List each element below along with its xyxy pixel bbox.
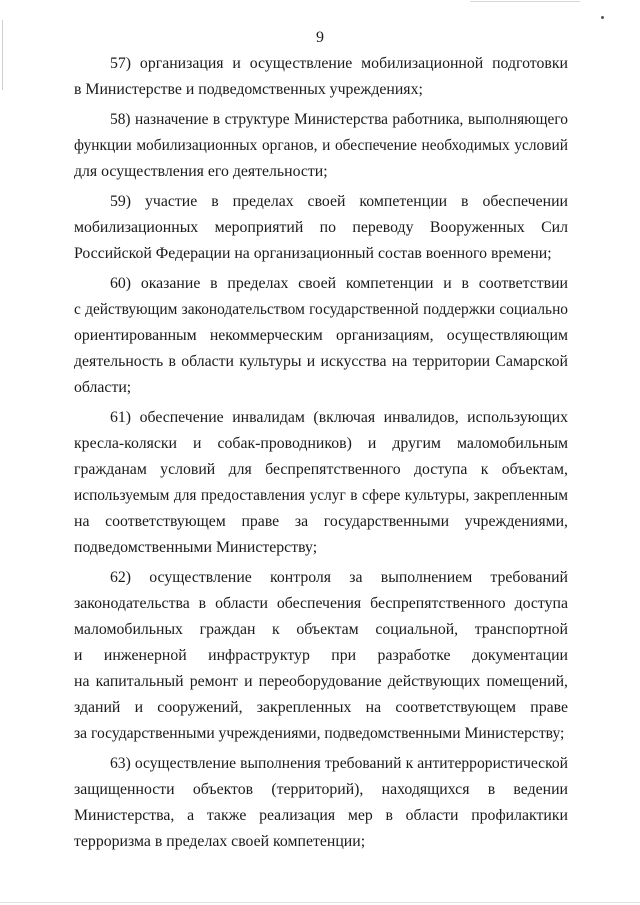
text-line: деятельность в области культуры и искусства на территории Самарской — [74, 353, 568, 370]
list-item — [74, 107, 568, 185]
text-line: в Министерстве и подведомственных учреждениях; — [74, 81, 423, 98]
text-line: 59) участие в пределах своей компетенции в обеспечении — [110, 193, 568, 210]
list-item — [74, 189, 568, 267]
text-line: маломобильных граждан к объектам социальной, транспортной — [74, 621, 568, 638]
text-line: законодательства в области обеспечения беспрепятственного доступа — [74, 595, 568, 612]
text-line: 60) оказание в пределах своей компетенции и в соответствии — [110, 275, 568, 292]
text-line: и инженерной инфраструктур при разработке документации — [74, 647, 568, 664]
text-line: используемым для предоставления услуг в сфере культуры, закрепленным — [74, 487, 568, 504]
scan-edge-bottom — [0, 902, 640, 903]
text-line: 57) организация и осуществление мобилизационной подготовки — [110, 55, 568, 72]
text-line: за государственными учреждениями, подведомственными Министерству; — [74, 725, 565, 742]
list-item — [74, 405, 568, 561]
text-line: на соответствующем праве за государственными учреждениями, — [74, 513, 568, 530]
list-item — [74, 565, 568, 747]
text-line: 62) осуществление контроля за выполнением требований — [110, 569, 568, 586]
text-line: терроризма в пределах своей компетенции; — [74, 833, 366, 850]
list-item — [74, 51, 568, 103]
list-item — [74, 271, 568, 401]
text-line: 58) назначение в структуре Министерства работника, выполняющего — [110, 111, 568, 128]
text-line: с действующим законодательством государственной поддержки социально — [74, 301, 568, 318]
text-line: зданий и сооружений, закрепленных на соответствующем праве — [74, 699, 568, 716]
text-line: мобилизационных мероприятий по переводу Вооруженных Сил — [74, 219, 568, 236]
text-line: подведомственными Министерству; — [74, 539, 318, 556]
text-line: Российской Федерации на организационный состав военного времени; — [74, 245, 552, 262]
text-line: ориентированным некоммерческим организациям, осуществляющим — [74, 327, 568, 344]
scan-edge-top — [470, 1, 580, 2]
text-line: гражданам условий для беспрепятственного доступа к объектам, — [74, 461, 568, 478]
text-line: кресла-коляски и собак-проводников) и другим маломобильным — [74, 435, 568, 452]
page-number: 9 — [316, 29, 324, 46]
text-line: для осуществления его деятельности; — [74, 163, 328, 180]
list-item — [74, 751, 568, 855]
scan-speck — [601, 16, 604, 19]
text-line: на капитальный ремонт и переоборудование действующих помещений, — [74, 673, 568, 690]
text-line: области; — [74, 379, 132, 396]
text-line: защищенности объектов (территорий), находящихся в ведении — [74, 781, 568, 798]
text-line: 63) осуществление выполнения требований к антитеррористической — [110, 755, 568, 772]
document-body — [74, 51, 568, 859]
text-line: Министерства, а также реализация мер в области профилактики — [74, 807, 568, 824]
text-line: 61) обеспечение инвалидам (включая инвалидов, использующих — [110, 409, 568, 426]
text-line: функции мобилизационных органов, и обеспечение необходимых условий — [74, 137, 568, 154]
